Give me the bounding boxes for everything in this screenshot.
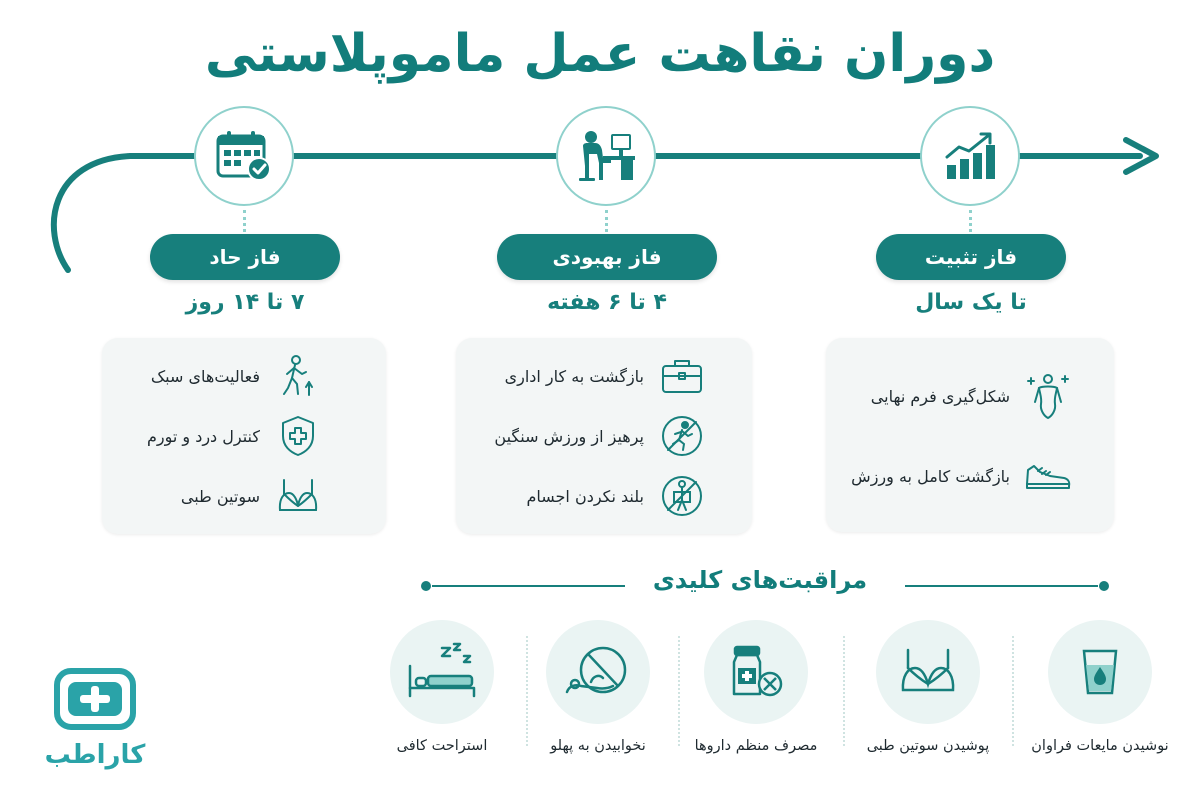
care-label: مصرف منظم داروها [694, 738, 818, 754]
growth-chart-icon [941, 129, 999, 183]
phase-acute-label: فاز حاد [150, 234, 340, 280]
medical-shield-icon [274, 412, 322, 460]
divider [843, 636, 845, 746]
phase-stabilization-icon-wrap [920, 106, 1020, 206]
care-item-fluids [1025, 620, 1175, 754]
list-item [122, 352, 322, 400]
body-shape-icon [1024, 372, 1072, 420]
item-label: فعالیت‌های سبک [150, 366, 260, 386]
no-side-sleeping-icon [546, 620, 650, 724]
item-label: بلند نکردن اجسام [526, 486, 644, 506]
item-label: بازگشت کامل به ورزش [851, 466, 1010, 486]
phase-acute-duration: ۷ تا ۱۴ روز [185, 290, 305, 315]
water-glass-icon [1048, 620, 1152, 724]
care-label: پوشیدن سوتین طبی [866, 738, 990, 754]
briefcase-icon [658, 352, 706, 400]
item-label: سوتین طبی [180, 486, 260, 506]
list-item [846, 372, 1072, 420]
care-label: نوشیدن مایعات فراوان [1031, 738, 1169, 754]
phase-acute-stem [243, 210, 246, 232]
item-label: شکل‌گیری فرم نهایی [870, 386, 1010, 406]
care-item-rest [367, 620, 517, 754]
phase-recovery-card [456, 338, 752, 534]
care-item-bra [853, 620, 1003, 754]
phase-recovery-icon-wrap [556, 106, 656, 206]
brand-name: کاراطب [44, 740, 146, 770]
care-item-meds [681, 620, 831, 754]
care-label: نخوابیدن به پهلو [550, 738, 646, 754]
phase-acute-icon-wrap [194, 106, 294, 206]
divider [526, 636, 528, 746]
item-label: بازگشت به کار اداری [504, 366, 644, 386]
phase-acute-card [102, 338, 386, 534]
person-at-desk-icon [575, 128, 637, 184]
list-item [476, 472, 706, 520]
item-label: کنترل درد و تورم [146, 426, 260, 446]
list-item [846, 452, 1072, 500]
phase-recovery-label: فاز بهبودی [497, 234, 717, 280]
divider [678, 636, 680, 746]
phase-stabilization-card [826, 338, 1114, 532]
phase-stabilization-stem [969, 210, 972, 232]
walking-person-icon [274, 352, 322, 400]
bra-icon [876, 620, 980, 724]
item-label: پرهیز از ورزش سنگین [494, 426, 644, 446]
calendar-check-icon [214, 128, 274, 184]
phase-stabilization-duration: تا یک سال [915, 290, 1027, 315]
no-running-icon [658, 412, 706, 460]
care-item-no-side-sleep [523, 620, 673, 754]
sleeping-bed-icon [390, 620, 494, 724]
phase-recovery-stem [605, 210, 608, 232]
sneaker-icon [1024, 452, 1072, 500]
brand-logo-icon [54, 668, 136, 734]
list-item [122, 412, 322, 460]
list-item [476, 352, 706, 400]
bra-icon [274, 472, 322, 520]
phase-recovery-duration: ۴ تا ۶ هفته [547, 290, 667, 315]
list-item [476, 412, 706, 460]
list-item [122, 472, 322, 520]
page-title: دوران نقاهت عمل ماموپلاستی [204, 24, 996, 84]
key-care-title: مراقبت‌های کلیدی [652, 566, 868, 594]
care-label: استراحت کافی [396, 738, 488, 754]
divider [1012, 636, 1014, 746]
no-lifting-icon [658, 472, 706, 520]
phase-stabilization-label: فاز تثبیت [876, 234, 1066, 280]
medicine-bottle-icon [704, 620, 808, 724]
